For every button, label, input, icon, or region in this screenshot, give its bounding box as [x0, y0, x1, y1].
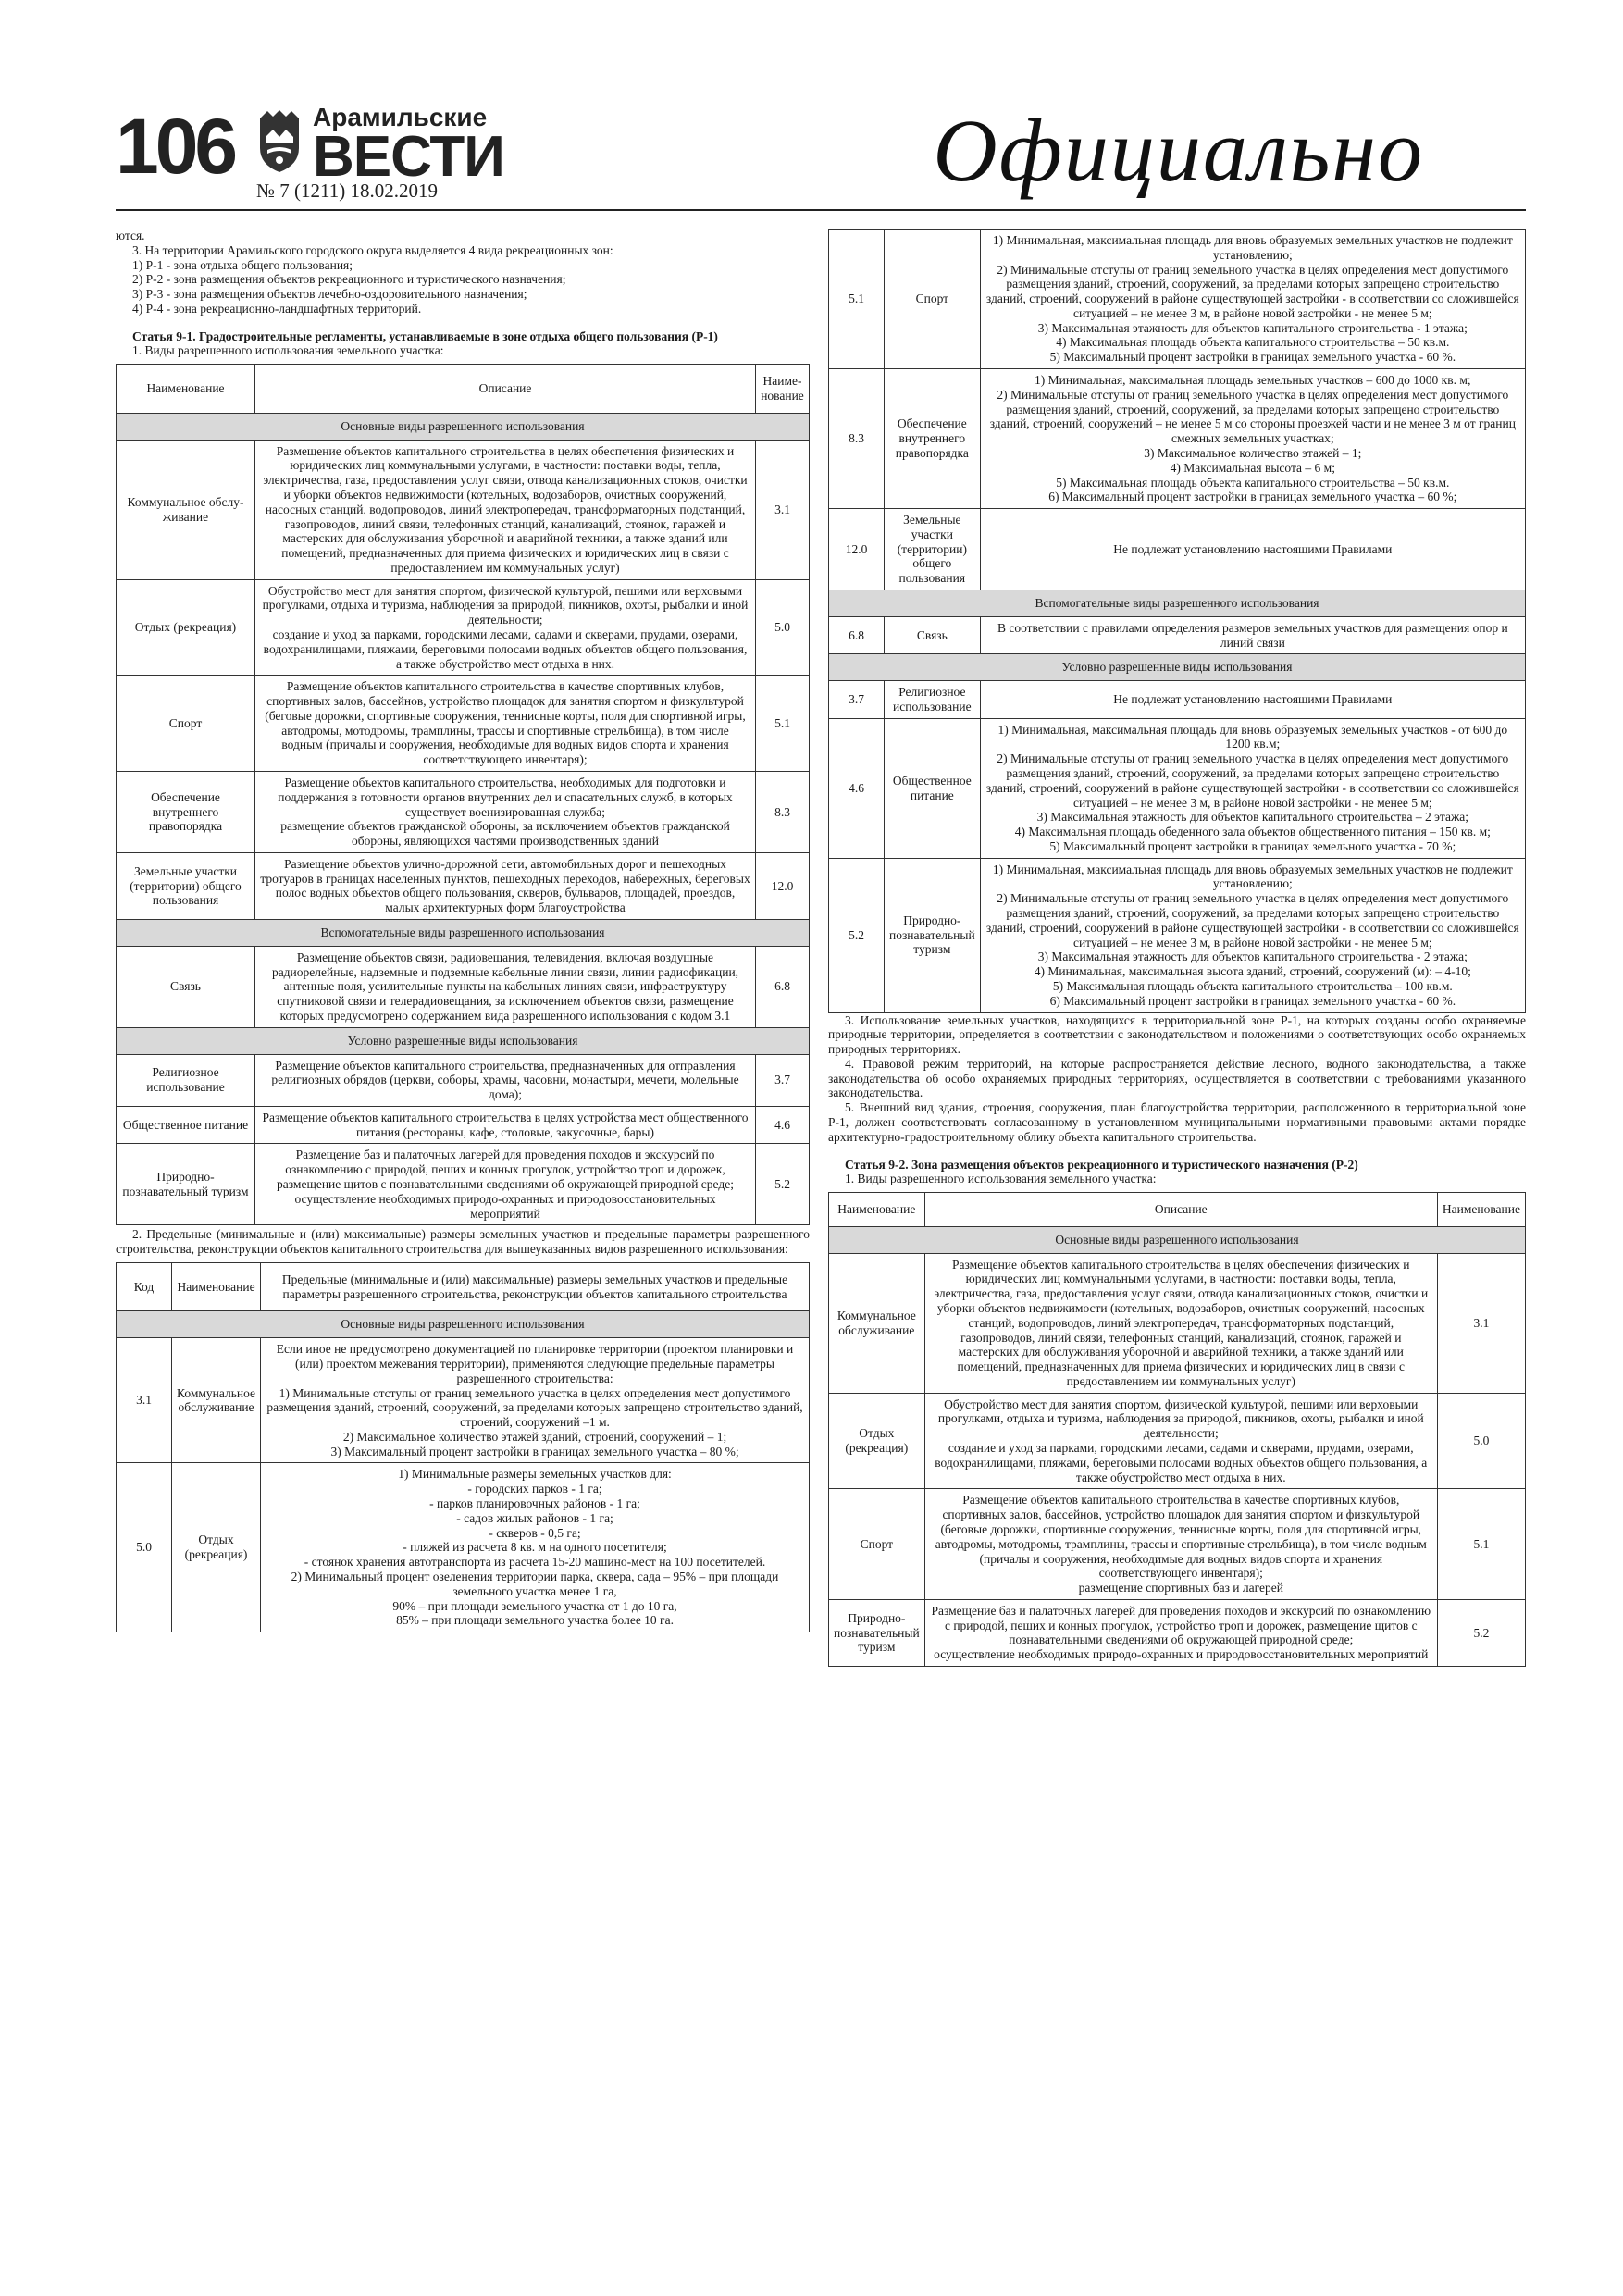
cell-code: 12.0: [829, 509, 885, 590]
cell-name: Религиозное использование: [117, 1054, 255, 1106]
section-row: [829, 1226, 1526, 1253]
cell-code: 5.2: [756, 1144, 810, 1225]
table-r2-uses: [828, 1192, 1526, 1667]
section-title: Основные виды разрешенного использования: [829, 1226, 1526, 1253]
cell-code: 6.8: [756, 946, 810, 1027]
article-9-1-subtitle: 1. Виды разрешенного использования земельного участка:: [132, 343, 444, 358]
paragraph: 4. Правовой режим территорий, на которые распространяется действие лесного, водного законодательства, а также законодательства об особо охраняемых природных территориях, осуществляется в соответствии с требованиями указанного законодательства.: [828, 1056, 1526, 1100]
cell-desc: Размещение объектов капитального строительства, необходимых для подготовки и поддержания в готовности органов внутренних дел и спасательных служб, в которых существует военизированная служба; размещение объектов гражданской обороны, за исключением объектов гражданской обороны, являющихся частями производственных зданий: [255, 772, 756, 853]
table-header-row: [117, 365, 810, 414]
table-row: [117, 676, 810, 772]
cell-desc: Не подлежат установлению настоящими Правилами: [980, 509, 1525, 590]
table-row: [117, 1054, 810, 1106]
paragraph: 5. Внешний вид здания, строения, сооружения, план благоустройства территории, расположенного в территориальной зоне Р-1, должен соответствовать согласованному в установленном муниципальными нормативными правовыми актами порядке архитектурно-градостроительному облику объекта капитального строительства.: [828, 1100, 1526, 1144]
table-r1-params-continued: [828, 229, 1526, 1013]
intro-line: 3) Р-3 - зона размещения объектов лечебно-оздоровительного назначения;: [132, 287, 527, 302]
cell-code: 5.2: [829, 858, 885, 1012]
cell-desc: Размещение объектов улично-дорожной сети, автомобильных дорог и пешеходных тротуаров в границах населенных пунктов, пешеходных переходов, набережных, береговых полос водных объектов общего пользования, скверов, бульваров, площадей, проездов, малых архитектурных форм благоустройства: [255, 852, 756, 919]
masthead-line2: ВЕСТИ: [313, 125, 504, 189]
article-9-1-title: Статья 9-1. Градостроительные регламенты, устанавливаемые в зоне отдыха общего пользования (Р-1): [132, 329, 718, 343]
table-row: [829, 616, 1526, 654]
col-header-desc: Описание: [924, 1193, 1437, 1227]
masthead: [313, 103, 504, 189]
cell-code: 4.6: [829, 718, 885, 858]
section-row: [829, 590, 1526, 616]
cell-code: 3.7: [829, 681, 885, 719]
cell-name: Коммунальное обслуживание: [829, 1253, 925, 1393]
cell-code: 5.0: [117, 1463, 172, 1632]
cell-name: Спорт: [829, 1489, 925, 1599]
section-title: Вспомогательные виды разрешенного использования: [117, 920, 810, 947]
col-header-name: Наименование: [172, 1262, 261, 1311]
cell-name: Отдых (рекреация): [829, 1393, 925, 1489]
table-row: [829, 369, 1526, 509]
cell-name: Природно-познавательный туризм: [829, 1599, 925, 1666]
table-row: [829, 681, 1526, 719]
section-title: Основные виды разрешенного использования: [117, 413, 810, 440]
section-title: Вспомогательные виды разрешенного использования: [829, 590, 1526, 616]
right-column: [828, 229, 1526, 1667]
col-header-code: Наиме-нование: [756, 365, 810, 414]
cell-desc: В соответствии с правилами определения размеров земельных участков для размещения опор и линий связи: [980, 616, 1525, 654]
cell-name: Религиозное использование: [885, 681, 981, 719]
cell-name: Коммунальное обслу-живание: [117, 440, 255, 579]
table-r1-uses: [116, 364, 810, 1225]
cell-desc: 1) Минимальная, максимальная площадь для вновь образуемых земельных участков не подлежит установлению; 2) Минимальные отступы от границ земельного участка в целях определения мест допустимого размещения зданий, строений, сооружений, за пределами которых запрещено строительство зданий, строений, сооружений в районе существующей застройки - в соответствии со сложившейся ситуацией – не менее 3 м, в районе новой застройки - не менее 5 м; 3) Максимальная этажность для объектов капитального строительства - 2 этажа; 4) Минимальная, максимальная высота зданий, строений, сооружений (м): – 4-10; 5) Максимальная площадь объекта капитального строительства – 100 кв.м. 6) Максимальный процент застройки в границах земельного участка - 60 %.: [980, 858, 1525, 1012]
col-header-params: Предельные (минимальные и (или) максимальные) размеры земельных участков и предельные параметры разрешенного строительства, реконструкции объектов капитального строительства: [261, 1262, 810, 1311]
article-9-2-title: Статья 9-2. Зона размещения объектов рекреационного и туристического назначения (Р-2): [845, 1157, 1358, 1172]
cell-desc: Размещение баз и палаточных лагерей для проведения походов и экскурсий по ознакомлению с природой, пеших и конных прогулок, устройство троп и дорожек, размещение щитов с познавательными сведениями об окружающей природной среде; осуществление необходимых природо-охранных и природовосстановительных мероприятий: [255, 1144, 756, 1225]
cell-name: Природно-познавательный туризм: [117, 1144, 255, 1225]
cell-name: Связь: [885, 616, 981, 654]
table-row: [117, 946, 810, 1027]
cell-name: Спорт: [885, 230, 981, 369]
cell-name: Обеспечение внутреннего правопорядка: [885, 369, 981, 509]
cell-name: Природно-познавательный туризм: [885, 858, 981, 1012]
col-header-code: Наименование: [1437, 1193, 1525, 1227]
paragraph-2: 2. Предельные (минимальные и (или) максимальные) размеры земельных участков и предельные параметры разрешенного строительства, реконструкции объектов капитального строительства для вышеуказанных видов разрешенного использования:: [116, 1227, 810, 1257]
page-number: 106: [116, 103, 235, 190]
cell-desc: 1) Минимальная, максимальная площадь для вновь образуемых земельных участков не подлежит установлению; 2) Минимальные отступы от границ земельного участка в целях определения мест допустимого размещения зданий, строений, сооружений, за пределами которых запрещено строительство зданий, строений, сооружений в районе существующей застройки - в соответствии со сложившейся ситуацией – не менее 3 м, в районе новой застройки - не менее 5 м; 3) Максимальная этажность для объектов капитального строительства - 1 этажа; 4) Максимальная площадь объекта капитального строительства – 50 кв.м. 5) Максимальный процент застройки в границах земельного участка - 60 %.: [980, 230, 1525, 369]
section-row: [117, 1027, 810, 1054]
cell-desc: Размещение объектов капитального строительства в целях обеспечения физических и юридических лиц коммунальными услугами, в частности: поставки воды, тепла, электричества, газа, предоставления услуг связи, отвода канализационных стоков, очистки и уборки объектов недвижимости (котельных, водозаборов, очистных сооружений, насосных станций, водопроводов, линий электропередач, трансформаторных подстанций, газопроводов, линий связи, телефонных станций, канализаций, стоянок, гаражей и мастерских для обслуживания уборочной и аварийной техники, а также зданий или помещений, предназначенных для приема физических и юридических лиц в связи с предоставлением им коммунальных услуг): [924, 1253, 1437, 1393]
cell-desc: Обустройство мест для занятия спортом, физической культурой, пешими или верховыми прогулками, отдыха и туризма, наблюдения за природой, пикников, охоты, рыбалки и иной деятельности; создание и уход за парками, городскими лесами, садами и скверами, прудами, озерами, водохранилищами, пляжами, береговыми полосами водных объектов общего пользования, а также обустройство мест отдыха в них.: [255, 579, 756, 676]
cell-code: 4.6: [756, 1106, 810, 1144]
table-row: [117, 852, 810, 919]
table-row: [829, 1489, 1526, 1599]
section-title: Основные виды разрешенного использования: [117, 1311, 810, 1338]
cell-code: 3.1: [756, 440, 810, 579]
article-9-2-subtitle: 1. Виды разрешенного использования земельного участка:: [845, 1172, 1157, 1186]
cell-desc: 1) Минимальная, максимальная площадь земельных участков – 600 до 1000 кв. м; 2) Минимальные отступы от границ земельного участка в целях определения мест допустимого размещения зданий, строений, сооружений, за пределами которых запрещено строительство зданий, строений, сооружений – не менее 5 м со стороны проезжей части и не менее 3 м от границ смежных земельных участках; 3) Максимальное количество этажей – 1; 4) Максимальная высота – 6 м; 5) Максимальная площадь объекта капитального строительства – 50 кв.м. 6) Максимальный процент застройки в границах земельного участка – 60 %;: [980, 369, 1525, 509]
table-row: [829, 1599, 1526, 1666]
cell-code: 5.1: [756, 676, 810, 772]
cell-name: Общественное питание: [117, 1106, 255, 1144]
coat-of-arms-icon: [254, 109, 304, 174]
cell-code: 3.7: [756, 1054, 810, 1106]
cell-desc: Если иное не предусмотрено документацией по планировке территории (проектом планировки и (или) проектом межевания территории), применяются следующие предельные параметры разрешенного строительства: 1) Минимальные отступы от границ земельного участка в целях определения мест допустимого размещения зданий, строений, сооружений, за пределами которых запрещено строительство зданий, строений, сооружений –1 м. 2) Максимальное количество этажей зданий, строений, сооружений – 1; 3) Максимальный процент застройки в границах земельного участка – 80 %;: [261, 1338, 810, 1463]
table-header-row: [117, 1262, 810, 1311]
cell-desc: Размещение объектов капитального строительства в качестве спортивных клубов, спортивных залов, бассейнов, устройство площадок для занятия спортом и физкультурой (беговые дорожки, спортивные сооружения, теннисные корты, поля для спортивной игры, автодромы, мотодромы, трамплины, трассы и спортивные стрельбища), в том числе водным (причалы и сооружения, необходимые для водных видов спорта и хранения соответствующего инвентаря); размещение спортивных баз и лагерей: [924, 1489, 1437, 1599]
table-row: [117, 772, 810, 853]
issue-info: № 7 (1211) 18.02.2019: [256, 180, 438, 202]
cell-code: 5.2: [1437, 1599, 1525, 1666]
cell-name: Отдых (рекреация): [172, 1463, 261, 1632]
table-row: [117, 1106, 810, 1144]
cell-code: 3.1: [1437, 1253, 1525, 1393]
col-header-desc: Описание: [255, 365, 756, 414]
intro-text: [116, 229, 810, 316]
section-title: Условно разрешенные виды использования: [829, 654, 1526, 681]
cell-name: Обеспечение внутреннего правопорядка: [117, 772, 255, 853]
cell-name: Земельные участки (территории) общего пользования: [885, 509, 981, 590]
cell-name: Связь: [117, 946, 255, 1027]
cell-code: 5.0: [1437, 1393, 1525, 1489]
intro-line: 4) Р-4 - зона рекреационно-ландшафтных территорий.: [132, 301, 422, 316]
table-row: [829, 718, 1526, 858]
cell-name: Земельные участки (территории) общего пользования: [117, 852, 255, 919]
col-header-code: Код: [117, 1262, 172, 1311]
cell-desc: Размещение объектов капитального строительства в качестве спортивных клубов, спортивных залов, бассейнов, устройство площадок для занятия спортом и физкультурой (беговые дорожки, спортивные сооружения, теннисные корты, поля для спортивной игры, автодромы, мотодромы, трамплины, трассы и спортивные стрельбища), в том числе водным (причалы и сооружения, необходимые для водных видов спорта и хранения соответствующего инвентаря);: [255, 676, 756, 772]
table-row: [829, 230, 1526, 369]
table-row: [117, 579, 810, 676]
right-paragraphs: [828, 1013, 1526, 1145]
cell-desc: Не подлежат установлению настоящими Правилами: [980, 681, 1525, 719]
cell-code: 5.1: [1437, 1489, 1525, 1599]
cell-name: Общественное питание: [885, 718, 981, 858]
cell-desc: 1) Минимальная, максимальная площадь для вновь образуемых земельных участков - от 600 до 1200 кв.м; 2) Минимальные отступы от границ земельного участка в целях определения мест допустимого размещения зданий, строений, сооружений, за пределами которых запрещено строительство зданий, строений, сооружений в районе существующей застройки - в соответствии со сложившейся ситуацией – не менее 3 м, в районе новой застройки - не менее 5 м; 3) Максимальная этажность для объектов капитального строительства – 2 этажа; 4) Максимальная площадь обеденного зала объектов общественного питания – 150 кв. м; 5) Максимальный процент застройки в границах земельного участка - 70 %;: [980, 718, 1525, 858]
table-row: [829, 1253, 1526, 1393]
cell-name: Отдых (рекреация): [117, 579, 255, 676]
cell-code: 6.8: [829, 616, 885, 654]
col-header-name: Наименование: [829, 1193, 925, 1227]
intro-line: 3. На территории Арамильского городского округа выделяется 4 вида рекреационных зон:: [132, 242, 613, 257]
cell-code: 8.3: [756, 772, 810, 853]
paragraph: 3. Использование земельных участков, находящихся в территориальной зоне Р-1, на которых созданы особо охраняемые природные территории, определяется в соответствии с законодательством и положениями о соответствующих особо охраняемых природных территориях.: [828, 1012, 1526, 1057]
cell-desc: Обустройство мест для занятия спортом, физической культурой, пешими или верховыми прогулками, отдыха и туризма, наблюдения за природой, пикников, охоты, рыбалки и иной деятельности; создание и уход за парками, городскими лесами, садами и скверами, прудами, озерами, водохранилищами, пляжами, береговыми полосами водных объектов общего пользования, а также обустройство мест отдыха в них.: [924, 1393, 1437, 1489]
masthead-line1: Арамильские: [313, 103, 488, 131]
cell-code: 8.3: [829, 369, 885, 509]
left-column: [116, 229, 810, 1632]
cell-name: Коммунальное обслуживание: [172, 1338, 261, 1463]
cell-desc: Размещение объектов капитального строительства в целях устройства мест общественного питания (рестораны, кафе, столовые, закусочные, бары): [255, 1106, 756, 1144]
cell-desc: Размещение объектов капитального строительства, предназначенных для отправления религиозных обрядов (церкви, соборы, храмы, часовни, монастыри, мечети, молельные дома);: [255, 1054, 756, 1106]
intro-line: 2) Р-2 - зона размещения объектов рекреационного и туристического назначения;: [132, 272, 566, 287]
table-row: [829, 858, 1526, 1012]
section-row: [117, 920, 810, 947]
table-row: [117, 440, 810, 579]
cell-desc: Размещение объектов капитального строительства в целях обеспечения физических и юридических лиц коммунальными услугами, в частности: поставки воды, тепла, электричества, газа, предоставления услуг связи, отвода канализационных стоков, очистки и уборки объектов недвижимости (котельных, водозаборов, очистных сооружений, насосных станций, водопроводов, линий электропередач, трансформаторных подстанций, газопроводов, линий связи, телефонных станций, канализаций, стоянок, гаражей и мастерских для обслуживания уборочной и аварийной техники, а также зданий или помещений, предназначенных для приема физических и юридических лиц в связи с предоставлением им коммунальных услуг): [255, 440, 756, 579]
table-row: [117, 1338, 810, 1463]
section-row: [829, 654, 1526, 681]
section-title: Условно разрешенные виды использования: [117, 1027, 810, 1054]
section-row: [117, 1311, 810, 1338]
table-r1-params: [116, 1262, 810, 1632]
section-row: [117, 413, 810, 440]
page-header: [116, 102, 1526, 213]
table-row: [829, 509, 1526, 590]
cell-code: 5.0: [756, 579, 810, 676]
table-row: [829, 1393, 1526, 1489]
header-divider: [116, 209, 1526, 211]
col-header-name: Наименование: [117, 365, 255, 414]
table-header-row: [829, 1193, 1526, 1227]
cell-code: 3.1: [117, 1338, 172, 1463]
intro-line: 1) Р-1 - зона отдыха общего пользования;: [132, 257, 353, 272]
section-title: Официально: [933, 101, 1424, 200]
table-row: [117, 1144, 810, 1225]
cell-name: Спорт: [117, 676, 255, 772]
cell-code: 5.1: [829, 230, 885, 369]
cell-desc: Размещение объектов связи, радиовещания, телевидения, включая воздушные радиорелейные, надземные и подземные кабельные линии связи, линии радиофикации, антенные поля, усилительные пункты на кабельных линиях связи, инфраструктуру спутниковой связи и телерадиовещания, за исключением объектов связи, размещение которых предусмотрено содержанием вида разрешенного использования с кодом 3.1: [255, 946, 756, 1027]
cell-code: 12.0: [756, 852, 810, 919]
cell-desc: Размещение баз и палаточных лагерей для проведения походов и экскурсий по ознакомлению с природой, пеших и конных прогулок, устройство троп и дорожек, размещение щитов с познавательными сведениями об окружающей природной среде; осуществление необходимых природо-охранных и природовосстановительных мероприятий: [924, 1599, 1437, 1666]
table-row: [117, 1463, 810, 1632]
cell-desc: 1) Минимальные размеры земельных участков для: - городских парков - 1 га; - парков планировочных районов - 1 га; - садов жилых районов - 1 га; - скверов - 0,5 га; - пляжей из расчета 8 кв. м на одного посетителя; - стоянок хранения автотранспорта из расчета 15-20 машино-мест на 100 посетителей. 2) Минимальный процент озеленения территории парка, сквера, сада – 95% – при площади земельного участка менее 1 га, 90% – при площади земельного участка от 1 до 10 га, 85% – при площади земельного участка более 10 га.: [261, 1463, 810, 1632]
intro-line: ются.: [116, 229, 145, 242]
